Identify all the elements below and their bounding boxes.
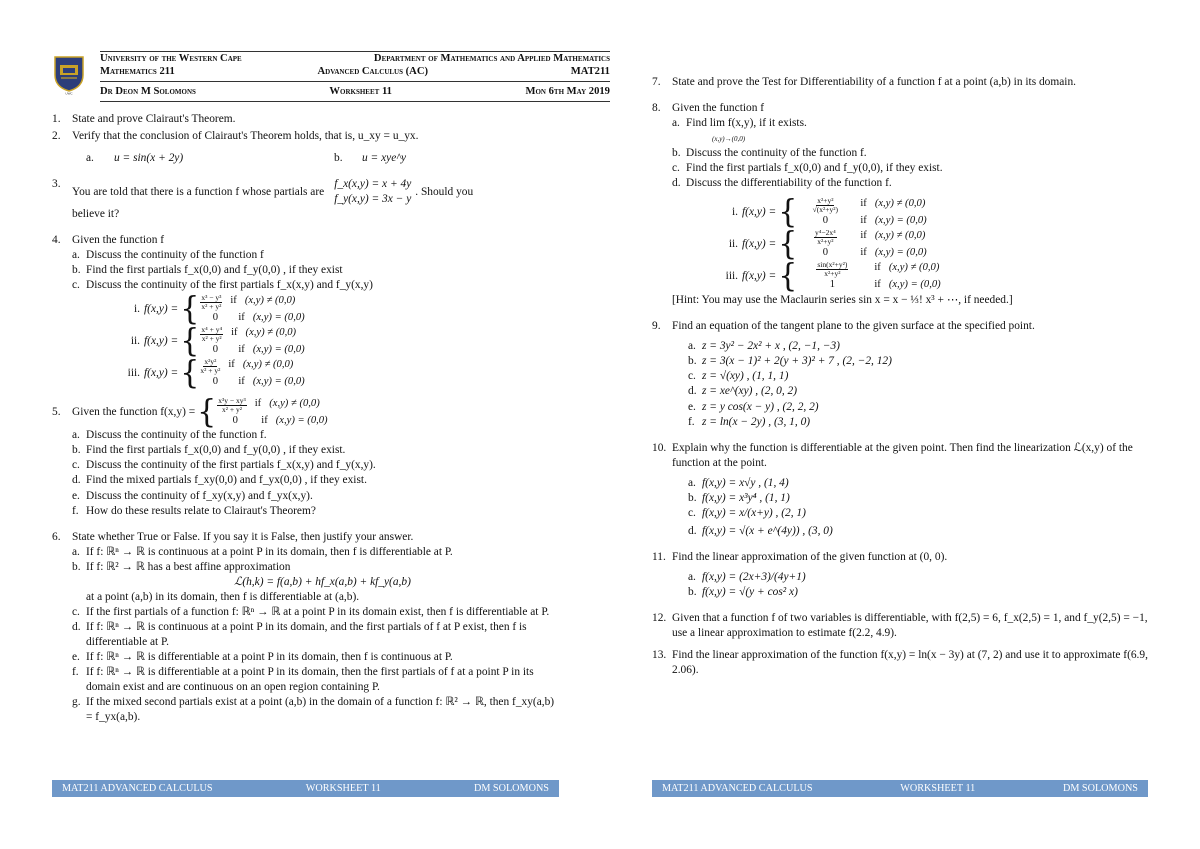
q9-part-d: d. z = xe^(xy) , (2, 0, 2) (688, 385, 798, 398)
q9-part-f: f. z = ln(x − 2y) , (3, 1, 0) (688, 415, 811, 428)
university-name: University of the Western Cape (100, 53, 242, 64)
q10-part-d: d. f(x,y) = √(x + e^(4y)) , (3, 0) (688, 524, 833, 537)
q8-function-iii: iii. f(x,y) = { $\frac{\text{sin(x²+y²)}}{\text{x²+y²}}$ if (x,y) ≠ (0,0) 1 if (x,y) = (0,0) (725, 257, 941, 295)
q5-part-b: b. Find the first partials f_x(0,0) and f_y(0,0) , if they exist. (72, 444, 346, 457)
department-name: Department of Mathematics and Applied Mathematics (373, 53, 610, 64)
q8-part-b: b. Discuss the continuity of the function f. (672, 147, 867, 160)
question-3: 3. You are told that there is a function f whose partials are f_x(x,y) = x + 4y f_y(x,y) = 3x − y . Should you (52, 178, 474, 206)
course-code: MAT211 (570, 66, 610, 77)
q5-part-f: f. How do these results relate to Clairaut's Theorem? (72, 504, 316, 517)
question-11: 11. Find the linear approximation of the given function at (0, 0). (652, 550, 948, 563)
question-2: 2. Verify that the conclusion of Clairaut's Theorem holds, that is, u_xy = u_yx. (52, 130, 419, 143)
q8-function-i: i. f(x,y) = { $\frac{\text{x²+y²}}{\text{√(x²+y²)}}$ if (x,y) ≠ (0,0) 0 if (x,y) = (0,0) (731, 193, 927, 231)
q10-part-a: a. f(x,y) = x√y , (1, 4) (688, 476, 789, 489)
left-questions (52, 110, 559, 725)
left-page-footer: MAT211 ADVANCED CALCULUS WORKSHEET 11 DM SOLOMONS (52, 780, 559, 797)
q9-part-c: c. z = √(xy) , (1, 1, 1) (688, 370, 789, 383)
right-page-footer: MAT211 ADVANCED CALCULUS WORKSHEET 11 DM SOLOMONS (652, 780, 1148, 797)
svg-text:UWC: UWC (65, 91, 73, 95)
question-5: 5. Given the function f(x,y) = { $\frac{\text{x³y − xy³}}{\text{x² + y²}}$ if (x,y) ≠ (0,0) 0 if (x,y) = (0,0) (52, 393, 328, 431)
left-page (52, 0, 610, 849)
q8-part-a: a. Find lim f(x,y), if it exists. (x,y)→(0,0) (672, 117, 807, 144)
worksheet-header (100, 51, 610, 102)
q5-part-e: e. Discuss the continuity of f_xy(x,y) and f_yx(x,y). (72, 489, 313, 502)
q4-part-c: c. Discuss the continuity of the first partials f_x(x,y) and f_y(x,y) (72, 279, 373, 292)
right-questions (652, 73, 1148, 678)
course-name: Mathematics 211 (100, 66, 175, 77)
q5-part-c: c. Discuss the continuity of the first partials f_x(x,y) and f_y(x,y). (72, 459, 376, 472)
q6-part-d: d. If f: ℝⁿ → ℝ is continuous at a point P in its domain, and the first partials of f at P exist, then f is differentiable at P. (72, 620, 527, 648)
worksheet-number: Worksheet 11 (329, 86, 392, 97)
question-13: 13. Find the linear approximation of the function f(x,y) = ln(x − 3y) at (7, 2) and use it to approximate f(6.9, 2.06). (652, 649, 1148, 677)
q6-part-a: a. If f: ℝⁿ → ℝ is continuous at a point P in its domain, then f is differentiable at P. (72, 545, 453, 558)
q8-part-c: c. Find the first partials f_x(0,0) and f_y(0,0), if they exist. (672, 162, 943, 175)
q8-part-d: d. Discuss the differentiability of the function f. (672, 177, 892, 190)
q10-part-c: c. f(x,y) = x/(x+y) , (2, 1) (688, 506, 806, 519)
q4-function-i: i. f(x,y) = { $\frac{\text{x³ − y³}}{\text{x² + y²}}$ if (x,y) ≠ (0,0) 0 if (x,y) = (0,0) (133, 291, 305, 328)
q4-part-b: b. Find the first partials f_x(0,0) and f_y(0,0) , if they exist (72, 264, 343, 277)
q6-part-g: g. If the mixed second partials exist at a point (a,b) in the domain of a function f: ℝ² → ℝ, then f_xy(a,b) = f_yx(a,b). (72, 696, 555, 724)
q6-part-f: f. If f: ℝⁿ → ℝ is differentiable at a point P in its domain, then the first partials of f at a point P in its domain exist and are continuous on an open region containing P. (72, 666, 534, 694)
q9-part-e: e. z = y cos(x − y) , (2, 2, 2) (688, 400, 819, 413)
question-8: 8. Given the function f (652, 102, 765, 115)
university-crest-logo (52, 51, 86, 95)
q9-part-a: a. z = 3y² − 2x² + x , (2, −1, −3) (688, 340, 840, 353)
q8-hint: [Hint: You may use the Maclaurin series sin x = x − ⅓! x³ + ⋯, if needed.] (672, 294, 1013, 307)
question-4: 4. Given the function f (52, 234, 165, 247)
q5-part-d: d. Find the mixed partials f_xy(0,0) and f_yx(0,0) , if they exist. (72, 474, 367, 487)
question-3-cont: believe it? (72, 208, 120, 221)
course-title: Advanced Calculus (AC) (317, 66, 429, 77)
q4-function-ii: ii. f(x,y) = { $\frac{\text{x⁴ + y⁴}}{\text{x² + y²}}$ if (x,y) ≠ (0,0) 0 if (x,y) = (0,0) (130, 323, 305, 360)
q4-part-a: a. Discuss the continuity of the function f (72, 249, 264, 262)
question-10: 10. Explain why the function is differentiable at the given point. Then find the linearization ℒ(x,y) of the function at the point. (652, 441, 1133, 469)
q8-function-ii: ii. f(x,y) = { $\frac{\text{y⁴−2x⁴}}{\text{x²+y²}}$ if (x,y) ≠ (0,0) 0 if (x,y) = (0,0) (728, 225, 927, 263)
question-1: 1. State and prove Clairaut's Theorem. (52, 113, 236, 125)
question-6: 6. State whether True or False. If you say it is False, then justify your answer. (52, 530, 414, 543)
q6-part-c: c. If the first partials of a function f: ℝⁿ → ℝ at a point P in its domain exist, then f is differentiable at P. (72, 605, 550, 618)
question-9: 9. Find an equation of the tangent plane to the given surface at the specified point. (652, 320, 1035, 333)
q9-part-b: b. z = 3(x − 1)² + 2(y + 3)² + 7 , (2, −2, 12) (688, 355, 892, 368)
question-7: 7. State and prove the Test for Differentiability of a function f at a point (a,b) in its domain. (652, 76, 1076, 88)
q11-part-a: a. f(x,y) = (2x+3)/(4y+1) (688, 570, 806, 583)
q11-part-b: b. f(x,y) = √(y + cos² x) (688, 585, 798, 598)
question-2-parts: a. u = sin(x + 2y) b. u = xye^y (86, 152, 407, 165)
worksheet-date: Mon 6th May 2019 (525, 86, 610, 97)
right-page (652, 0, 1148, 849)
q5-part-a: a. Discuss the continuity of the function f. (72, 429, 267, 442)
q4-function-iii: iii. f(x,y) = { $\frac{\text{x²y²}}{\text{x² + y²}}$ if (x,y) ≠ (0,0) 0 if (x,y) = (0,0) (127, 354, 305, 392)
question-12: 12. Given that a function f of two variables is differentiable, with f(2,5) = 6, f_x(2,5) = 1, and f_y(2,5) = −1, use a linear approximation to estimate f(2.2, 4.9). (652, 612, 1148, 640)
q10-part-b: b. f(x,y) = x³y⁴ , (1, 1) (688, 491, 790, 504)
lecturer-name: Dr Deon M Solomons (100, 86, 196, 97)
q6-part-e: e. If f: ℝⁿ → ℝ is differentiable at a point P in its domain, then f is continuous at P. (72, 651, 453, 663)
q6-part-b: b. If f: ℝ² → ℝ has a best affine approximation ℒ(h,k) = f(a,b) + hf_x(a,b) + kf_y(a,b) at a point (a,b) in its domain, then f is differentiable at (a,b). (72, 560, 411, 603)
